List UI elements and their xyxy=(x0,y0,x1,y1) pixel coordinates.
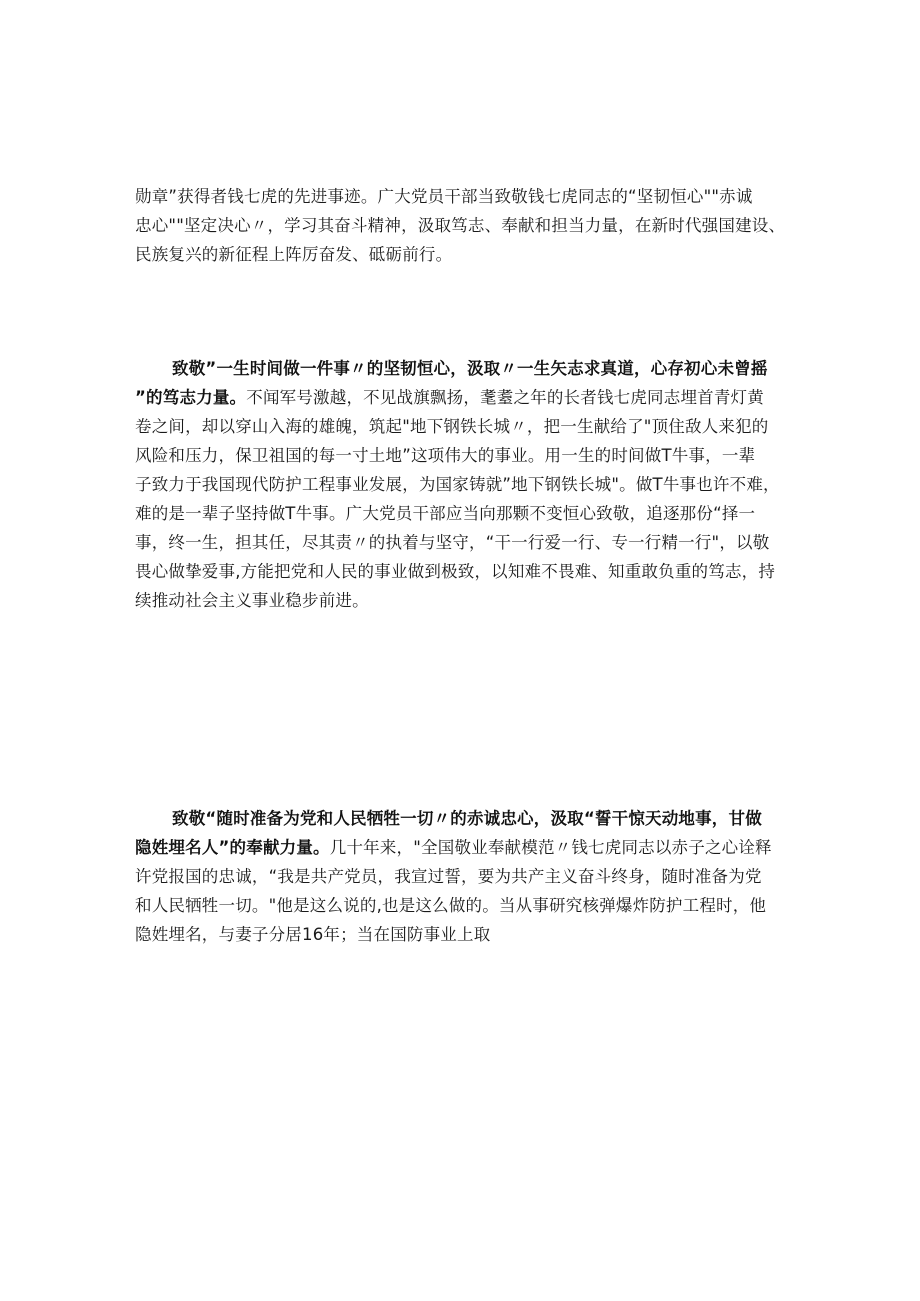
text-line: 卷之间，却以穿山入海的雄魄，筑起"地下钢铁长城〃，把一生献给了"顶住敌人来犯的 xyxy=(135,417,769,436)
text-line: 勋章”获得者钱七虎的先进事迹。广大党员干部当致敬钱七虎同志的“坚韧恒心""赤诚 xyxy=(135,187,753,206)
text-run: 几十年来，"全国敬业奉献模范〃钱七虎同志以赤子之心诠释 xyxy=(329,838,772,857)
text-line xyxy=(135,833,790,862)
text-line: 民族复兴的新征程上阵厉奋发、砥砺前行。 xyxy=(135,245,453,264)
paragraph-2 xyxy=(135,354,790,615)
text-line: 难的是一辈子坚持做T牛事。广大党员干部应当向那颗不变恒心致敬，追逐那份“择一 xyxy=(135,504,756,523)
text-line xyxy=(135,354,790,383)
text-line: 畏心做挚爱事,方能把党和人民的事业做到极致，以知难不畏难、知重敢负重的笃志，持 xyxy=(135,562,776,581)
text-line: 子致力于我国现代防护工程事业发展，为国家铸就”地下钢铁长城"。做T牛事也许不难， xyxy=(135,475,780,494)
paragraph-heading-end: 隐姓埋名人”的奉献力量。 xyxy=(135,838,330,857)
text-line xyxy=(135,804,790,833)
text-line: 隐姓埋名，与妻子分居16年；当在国防事业上取 xyxy=(135,925,491,944)
text-line: 许党报国的忠诚，“我是共产党员，我宣过誓，要为共产主义奋斗终身，随时准备为党 xyxy=(135,867,762,886)
paragraph-1 xyxy=(135,182,790,269)
text-line: 和人民牺牲一切。"他是这么说的,也是这么做的。当从事研究核弹爆炸防护工程时，他 xyxy=(135,896,767,915)
paragraph-3 xyxy=(135,804,790,949)
paragraph-heading: 致敬“随时准备为党和人民牺牲一切〃的赤诚忠心，汲取“誓干惊天动地事，甘做 xyxy=(172,809,762,828)
text-line: 风险和压力，保卫祖国的每一寸土地”这项伟大的事业。用一生的时间做T牛事，一辈 xyxy=(135,446,756,465)
paragraph-heading: 致敬”一生时间做一件事〃的坚韧恒心，汲取〃一生矢志求真道，心存初心未曾摇 xyxy=(172,359,768,378)
text-run: 不闻军号激越，不见战旗飘扬，耄耋之年的长者钱七虎同志埋首青灯黄 xyxy=(246,388,764,407)
text-line xyxy=(135,383,790,412)
text-line: 事，终一生，担其任，尽其责〃的执着与坚守，“干一行爱一行、专一行精一行"，以敬 xyxy=(135,533,770,552)
text-line: 续推动社会主义事业稳步前进。 xyxy=(135,591,369,610)
text-line: 忠心""坚定决心〃，学习其奋斗精神，汲取笃志、奉献和担当力量，在新时代强国建设、 xyxy=(135,216,786,235)
paragraph-heading-end: ”的笃志力量。 xyxy=(135,388,247,407)
